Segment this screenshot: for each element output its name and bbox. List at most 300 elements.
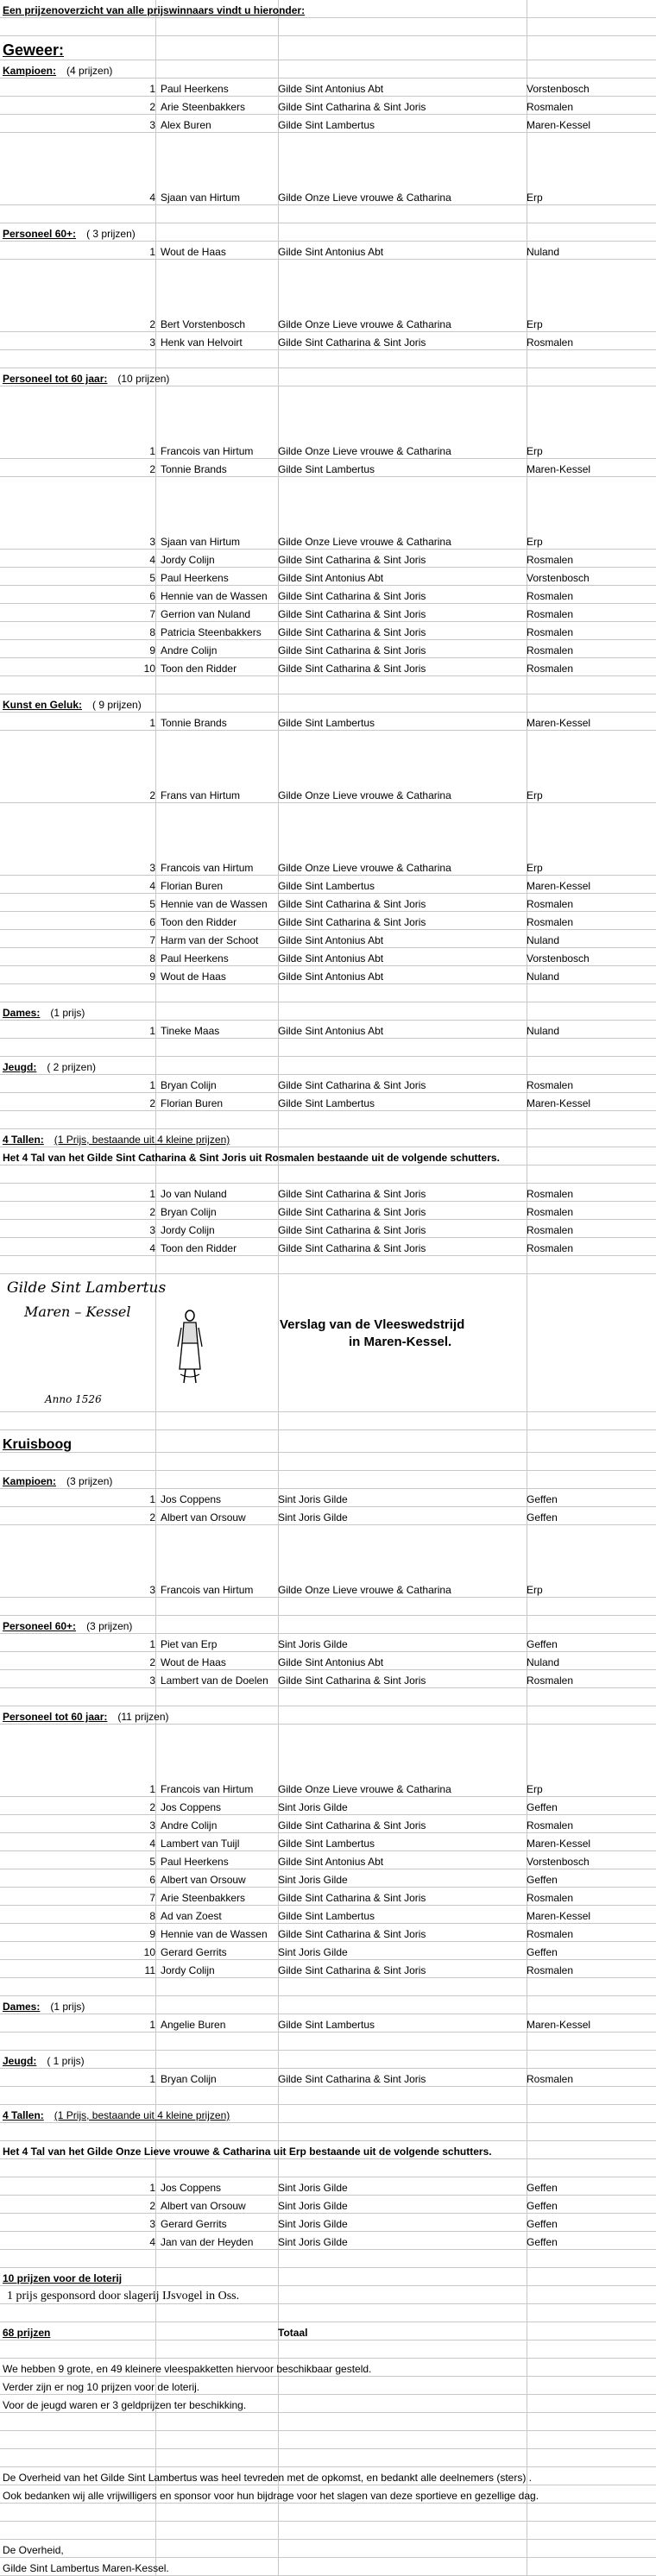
table-row — [0, 2196, 656, 2214]
column-divider — [278, 60, 279, 78]
column-divider — [155, 966, 156, 983]
place-cell: Maren-Kessel — [527, 880, 591, 892]
name-cell: Tineke Maas — [161, 1025, 220, 1037]
section-title — [3, 373, 169, 385]
column-divider — [155, 1869, 156, 1887]
column-divider — [155, 550, 156, 567]
rank-cell: 9 — [149, 1928, 155, 1940]
name-cell: Jos Coppens — [161, 1493, 222, 1505]
column-divider — [278, 2431, 279, 2448]
rank-cell: 3 — [149, 1584, 155, 1596]
table-row — [0, 586, 656, 604]
section-label: Personeel tot 60 jaar: — [3, 373, 108, 385]
column-divider — [155, 332, 156, 349]
section-label: Personeel tot 60 jaar: — [3, 1711, 108, 1723]
section-title — [3, 1061, 96, 1073]
empty-row — [0, 2413, 656, 2431]
name-cell: Piet van Erp — [161, 1638, 218, 1650]
name-cell: Jan van der Heyden — [161, 2236, 254, 2248]
table-row — [0, 1634, 656, 1652]
place-cell: Geffen — [527, 2218, 558, 2230]
column-divider — [155, 1978, 156, 1995]
column-divider — [155, 1670, 156, 1687]
rank-cell: 10 — [143, 1946, 155, 1958]
section-note: (4 prijzen) — [66, 65, 113, 77]
column-divider — [155, 1002, 156, 1020]
table-row — [0, 1489, 656, 1507]
place-cell: Rosmalen — [527, 1188, 574, 1200]
section-label: Dames: — [3, 1007, 41, 1019]
table-row — [0, 966, 656, 984]
rank-cell: 3 — [149, 1224, 155, 1236]
column-divider — [155, 1165, 156, 1183]
section-note: (1 prijs) — [50, 1007, 85, 1019]
section-header — [0, 2105, 656, 2123]
section-header — [0, 223, 656, 242]
place-cell: Rosmalen — [527, 1674, 574, 1687]
empty-row — [0, 1453, 656, 1471]
column-divider — [155, 2504, 156, 2521]
table-row — [0, 2014, 656, 2033]
column-divider — [155, 912, 156, 929]
empty-row — [0, 205, 656, 223]
column-divider — [155, 676, 156, 694]
place-cell: Rosmalen — [527, 1892, 574, 1904]
section-title — [3, 1134, 230, 1146]
rank-cell: 7 — [149, 608, 155, 620]
text-row — [0, 2286, 656, 2304]
gilde-cell: Gilde Sint Lambertus — [278, 1097, 375, 1109]
section-label: Kampioen: — [3, 1475, 57, 1487]
name-cell: Albert van Orsouw — [161, 2200, 246, 2212]
column-divider — [278, 1165, 279, 1183]
rank-cell: 3 — [149, 119, 155, 131]
section-header — [0, 1057, 656, 1075]
rank-cell: 1 — [149, 1638, 155, 1650]
rank-cell: 3 — [149, 2218, 155, 2230]
column-divider — [278, 676, 279, 694]
rank-cell: 1 — [149, 717, 155, 729]
team-heading: Het 4 Tal van het Gilde Sint Catharina & Sint Joris uit Rosmalen bestaande uit de volgende schutters. — [3, 1152, 500, 1164]
place-cell: Vorstenbosch — [527, 83, 590, 95]
column-divider — [155, 1942, 156, 1959]
section-title — [3, 2001, 85, 2013]
name-cell: Francois van Hirtum — [161, 862, 254, 874]
column-divider — [155, 133, 156, 204]
column-divider — [155, 1797, 156, 1814]
column-divider — [278, 2051, 279, 2068]
section-header — [0, 2051, 656, 2069]
column-divider — [155, 459, 156, 476]
column-divider — [155, 2522, 156, 2539]
place-cell: Rosmalen — [527, 1206, 574, 1218]
section-label: Kampioen: — [3, 65, 57, 77]
column-divider — [155, 1525, 156, 1597]
signature-line: Gilde Sint Lambertus Maren-Kessel. — [3, 2562, 169, 2574]
table-row — [0, 912, 656, 930]
column-divider — [155, 1507, 156, 1524]
gilde-cell: Gilde Sint Catharina & Sint Joris — [278, 1892, 426, 1904]
place-cell: Geffen — [527, 1493, 558, 1505]
gilde-cell: Gilde Onze Lieve vrouwe & Catharina — [278, 192, 451, 204]
section-header — [0, 368, 656, 386]
name-cell: Angelie Buren — [161, 2019, 226, 2031]
column-divider — [278, 1453, 279, 1470]
gilde-cell: Gilde Sint Antonius Abt — [278, 934, 384, 946]
name-cell: Lambert van Tuijl — [161, 1838, 240, 1850]
table-row — [0, 459, 656, 477]
gilde-cell: Gilde Sint Catharina & Sint Joris — [278, 916, 426, 928]
column-divider — [278, 1616, 279, 1633]
column-divider — [278, 1057, 279, 1074]
section-header — [0, 1002, 656, 1021]
table-row — [0, 640, 656, 658]
gilde-cell: Gilde Onze Lieve vrouwe & Catharina — [278, 445, 451, 457]
column-divider — [155, 1453, 156, 1470]
rank-cell: 3 — [149, 536, 155, 548]
total-label: Totaal — [278, 2327, 308, 2339]
rank-cell: 3 — [149, 1674, 155, 1687]
place-cell: Erp — [527, 445, 543, 457]
rank-cell: 10 — [143, 663, 155, 675]
table-row — [0, 2232, 656, 2250]
column-divider — [155, 876, 156, 893]
column-divider — [278, 1706, 279, 1724]
place-cell: Vorstenbosch — [527, 572, 590, 584]
column-divider — [155, 2449, 156, 2466]
name-cell: Francois van Hirtum — [161, 1584, 254, 1596]
name-cell: Wout de Haas — [161, 1656, 226, 1668]
column-divider — [155, 984, 156, 1002]
column-divider — [155, 2413, 156, 2430]
name-cell: Toon den Ridder — [161, 916, 237, 928]
name-cell: Wout de Haas — [161, 971, 226, 983]
gilde-cell: Sint Joris Gilde — [278, 1511, 348, 1524]
column-divider — [155, 1815, 156, 1832]
section-note: ( 1 prijs) — [47, 2055, 85, 2067]
column-divider — [278, 2087, 279, 2104]
gilde-cell: Gilde Sint Catharina & Sint Joris — [278, 101, 426, 113]
table-row — [0, 1093, 656, 1111]
column-divider — [278, 18, 279, 35]
section-label: 4 Tallen: — [3, 2109, 44, 2121]
gilde-emblem-logo — [177, 1309, 203, 1385]
table-row — [0, 713, 656, 731]
rank-cell: 3 — [149, 1819, 155, 1831]
column-divider — [155, 97, 156, 114]
column-divider — [155, 242, 156, 259]
section-title — [3, 65, 112, 77]
column-divider — [155, 694, 156, 712]
gilde-cell: Gilde Onze Lieve vrouwe & Catharina — [278, 789, 451, 801]
column-divider — [155, 2232, 156, 2249]
table-row — [0, 658, 656, 676]
note-line: De Overheid van het Gilde Sint Lambertus was heel tevreden met de opkomst, en bedankt alle deelnemers (sters) . — [3, 2472, 532, 2484]
empty-row — [0, 1978, 656, 1996]
section-note: (1 prijs) — [50, 2001, 85, 2013]
column-divider — [278, 1598, 279, 1615]
place-cell: Geffen — [527, 2200, 558, 2212]
rank-cell: 8 — [149, 626, 155, 638]
column-divider — [278, 2504, 279, 2521]
column-divider — [155, 1688, 156, 1706]
column-divider — [155, 1430, 156, 1452]
gilde-cell: Gilde Sint Catharina & Sint Joris — [278, 554, 426, 566]
column-divider — [155, 1202, 156, 1219]
rank-cell: 1 — [149, 83, 155, 95]
place-cell: Erp — [527, 1783, 543, 1795]
empty-row — [0, 1598, 656, 1616]
empty-row — [0, 1165, 656, 1184]
name-cell: Jos Coppens — [161, 2182, 222, 2194]
section-title — [3, 1711, 169, 1723]
name-cell: Jos Coppens — [161, 1801, 222, 1813]
column-divider — [155, 2177, 156, 2195]
gilde-cell: Gilde Sint Catharina & Sint Joris — [278, 1964, 426, 1976]
table-row — [0, 115, 656, 133]
gilde-cell: Sint Joris Gilde — [278, 1801, 348, 1813]
section-note: (3 prijzen) — [66, 1475, 113, 1487]
column-divider — [155, 1039, 156, 1056]
table-row — [0, 1220, 656, 1238]
column-divider — [155, 604, 156, 621]
gilde-cell: Gilde Sint Catharina & Sint Joris — [278, 608, 426, 620]
report-title: Verslag van de Vleeswedstrijd — [280, 1317, 465, 1332]
column-divider — [155, 731, 156, 802]
table-row — [0, 1815, 656, 1833]
gilde-cell: Gilde Sint Antonius Abt — [278, 572, 384, 584]
column-divider — [155, 2196, 156, 2213]
name-cell: Jordy Colijn — [161, 1964, 215, 1976]
name-cell: Gerard Gerrits — [161, 2218, 227, 2230]
gilde-cell: Gilde Sint Catharina & Sint Joris — [278, 1206, 426, 1218]
gilde-cell: Gilde Sint Catharina & Sint Joris — [278, 590, 426, 602]
column-divider — [155, 1021, 156, 1038]
column-divider — [155, 713, 156, 730]
table-row — [0, 1021, 656, 1039]
rank-cell: 1 — [149, 1493, 155, 1505]
team-heading: Het 4 Tal van het Gilde Onze Lieve vrouwe & Catharina uit Erp bestaande uit de volgende schutters. — [3, 2146, 492, 2158]
gilde-cell: Gilde Sint Lambertus — [278, 880, 375, 892]
gilde-cell: Sint Joris Gilde — [278, 2200, 348, 2212]
column-divider — [278, 1002, 279, 1020]
column-divider — [155, 1616, 156, 1633]
column-divider — [278, 2558, 279, 2575]
category-title — [0, 36, 656, 60]
column-divider — [155, 2159, 156, 2177]
note-line — [0, 2395, 656, 2413]
note-line: Ook bedanken wij alle vrijwilligers en sponsor voor hun bijdrage voor het slagen van deze sportieve en gezellige dag. — [3, 2490, 539, 2502]
table-row — [0, 97, 656, 115]
empty-row — [0, 2159, 656, 2177]
place-cell: Rosmalen — [527, 1928, 574, 1940]
column-divider — [155, 803, 156, 875]
place-cell: Nuland — [527, 934, 560, 946]
column-divider — [155, 586, 156, 603]
column-divider — [155, 1075, 156, 1092]
table-row — [0, 1888, 656, 1906]
gilde-cell: Gilde Sint Catharina & Sint Joris — [278, 1242, 426, 1254]
column-divider — [155, 2087, 156, 2104]
gilde-cell: Gilde Sint Catharina & Sint Joris — [278, 1819, 426, 1831]
section-header — [0, 1706, 656, 1725]
table-row — [0, 1851, 656, 1869]
name-cell: Florian Buren — [161, 880, 224, 892]
column-divider — [155, 622, 156, 639]
table-row — [0, 1942, 656, 1960]
name-cell: Francois van Hirtum — [161, 1783, 254, 1795]
column-divider — [155, 1851, 156, 1869]
name-cell: Hennie van de Wassen — [161, 1928, 268, 1940]
table-row — [0, 1906, 656, 1924]
gilde-cell: Gilde Sint Catharina & Sint Joris — [278, 644, 426, 657]
name-cell: Andre Colijn — [161, 1819, 218, 1831]
column-divider — [155, 658, 156, 675]
column-divider — [155, 1652, 156, 1669]
table-row — [0, 242, 656, 260]
column-divider — [155, 2340, 156, 2358]
place-cell: Rosmalen — [527, 590, 574, 602]
table-row — [0, 1075, 656, 1093]
gilde-cell: Gilde Sint Catharina & Sint Joris — [278, 663, 426, 675]
name-cell: Florian Buren — [161, 1097, 224, 1109]
column-divider — [155, 2069, 156, 2086]
place-cell: Erp — [527, 862, 543, 874]
column-divider — [278, 2105, 279, 2122]
name-cell: Bert Vorstenbosch — [161, 318, 246, 330]
place-cell: Rosmalen — [527, 336, 574, 349]
place-cell: Erp — [527, 789, 543, 801]
place-cell: Erp — [527, 1584, 543, 1596]
gilde-cell: Sint Joris Gilde — [278, 2236, 348, 2248]
table-row — [0, 1670, 656, 1688]
note-line — [0, 2377, 656, 2395]
rank-cell: 4 — [149, 554, 155, 566]
table-row — [0, 2069, 656, 2087]
name-cell: Lambert van de Doelen — [161, 1674, 268, 1687]
rank-cell: 4 — [149, 1838, 155, 1850]
rank-cell: 7 — [149, 1892, 155, 1904]
column-divider — [155, 1111, 156, 1128]
column-divider — [155, 2304, 156, 2322]
column-divider — [155, 2123, 156, 2140]
gilde-cell: Sint Joris Gilde — [278, 1493, 348, 1505]
empty-row — [0, 2340, 656, 2359]
empty-row — [0, 2504, 656, 2522]
gilde-cell: Gilde Sint Antonius Abt — [278, 246, 384, 258]
column-divider — [278, 2395, 279, 2412]
rank-cell: 4 — [149, 2236, 155, 2248]
gilde-cell: Gilde Sint Catharina & Sint Joris — [278, 2073, 426, 2085]
place-cell: Nuland — [527, 971, 560, 983]
place-cell: Rosmalen — [527, 1964, 574, 1976]
empty-row — [0, 18, 656, 36]
place-cell: Rosmalen — [527, 2073, 574, 2085]
rank-cell: 3 — [149, 336, 155, 349]
rank-cell: 5 — [149, 898, 155, 910]
column-divider — [155, 894, 156, 911]
place-cell: Vorstenbosch — [527, 1856, 590, 1868]
gilde-cell: Gilde Sint Lambertus — [278, 119, 375, 131]
rank-cell: 1 — [149, 1188, 155, 1200]
name-cell: Hennie van de Wassen — [161, 898, 268, 910]
rank-cell: 1 — [149, 1783, 155, 1795]
place-cell: Rosmalen — [527, 101, 574, 113]
name-cell: Jo van Nuland — [161, 1188, 227, 1200]
note-line: Verder zijn er nog 10 prijzen voor de loterij. — [3, 2381, 200, 2393]
name-cell: Paul Heerkens — [161, 83, 229, 95]
column-divider — [155, 2033, 156, 2050]
section-note: (10 prijzen) — [117, 373, 170, 385]
lottery-label — [0, 2268, 656, 2286]
column-divider — [155, 1489, 156, 1506]
table-row — [0, 133, 656, 205]
table-row — [0, 1184, 656, 1202]
column-divider — [155, 205, 156, 223]
note-line — [0, 2467, 656, 2485]
column-divider — [155, 930, 156, 947]
gilde-cell: Gilde Sint Antonius Abt — [278, 83, 384, 95]
founding-year: Anno 1526 — [45, 1393, 102, 1405]
rank-cell: 2 — [149, 2200, 155, 2212]
gilde-cell: Gilde Onze Lieve vrouwe & Catharina — [278, 1584, 451, 1596]
column-divider — [278, 1256, 279, 1273]
table-row — [0, 1202, 656, 1220]
rank-cell: 4 — [149, 1242, 155, 1254]
empty-row — [0, 1256, 656, 1274]
place-cell: Geffen — [527, 1874, 558, 1886]
place-cell: Rosmalen — [527, 626, 574, 638]
geweer-title: Geweer: — [3, 41, 65, 59]
table-row — [0, 894, 656, 912]
rank-cell: 2 — [149, 789, 155, 801]
name-cell: Henk van Helvoirt — [161, 336, 243, 349]
place-cell: Nuland — [527, 246, 560, 258]
place-cell: Nuland — [527, 1656, 560, 1668]
column-divider — [155, 1634, 156, 1651]
section-note: (3 prijzen) — [86, 1620, 133, 1632]
kruisboog-title: Kruisboog — [3, 1437, 72, 1452]
place-cell: Rosmalen — [527, 1224, 574, 1236]
column-divider — [278, 694, 279, 712]
place-cell: Rosmalen — [527, 663, 574, 675]
section-title — [3, 1007, 85, 1019]
section-header — [0, 1616, 656, 1634]
gilde-cell: Gilde Sint Catharina & Sint Joris — [278, 1188, 426, 1200]
column-divider — [155, 1996, 156, 2014]
rank-cell: 2 — [149, 1511, 155, 1524]
column-divider — [155, 18, 156, 35]
column-divider — [278, 2340, 279, 2358]
section-note: ( 9 prijzen) — [92, 699, 142, 711]
table-row — [0, 79, 656, 97]
name-cell: Albert van Orsouw — [161, 1511, 246, 1524]
column-divider — [278, 2540, 279, 2557]
gilde-cell: Sint Joris Gilde — [278, 1638, 348, 1650]
gilde-cell: Sint Joris Gilde — [278, 1874, 348, 1886]
sponsor-text: 1 prijs gesponsord door slagerij IJsvogel in Oss. — [7, 2290, 240, 2303]
table-row — [0, 477, 656, 550]
rank-cell: 11 — [144, 1964, 155, 1976]
name-cell: Francois van Hirtum — [161, 445, 254, 457]
name-cell: Patricia Steenbakkers — [161, 626, 262, 638]
place-cell: Erp — [527, 192, 543, 204]
gilde-cell: Gilde Sint Antonius Abt — [278, 952, 384, 964]
column-divider — [155, 1471, 156, 1488]
table-row — [0, 948, 656, 966]
name-cell: Gerard Gerrits — [161, 1946, 227, 1958]
column-divider — [155, 2322, 156, 2340]
